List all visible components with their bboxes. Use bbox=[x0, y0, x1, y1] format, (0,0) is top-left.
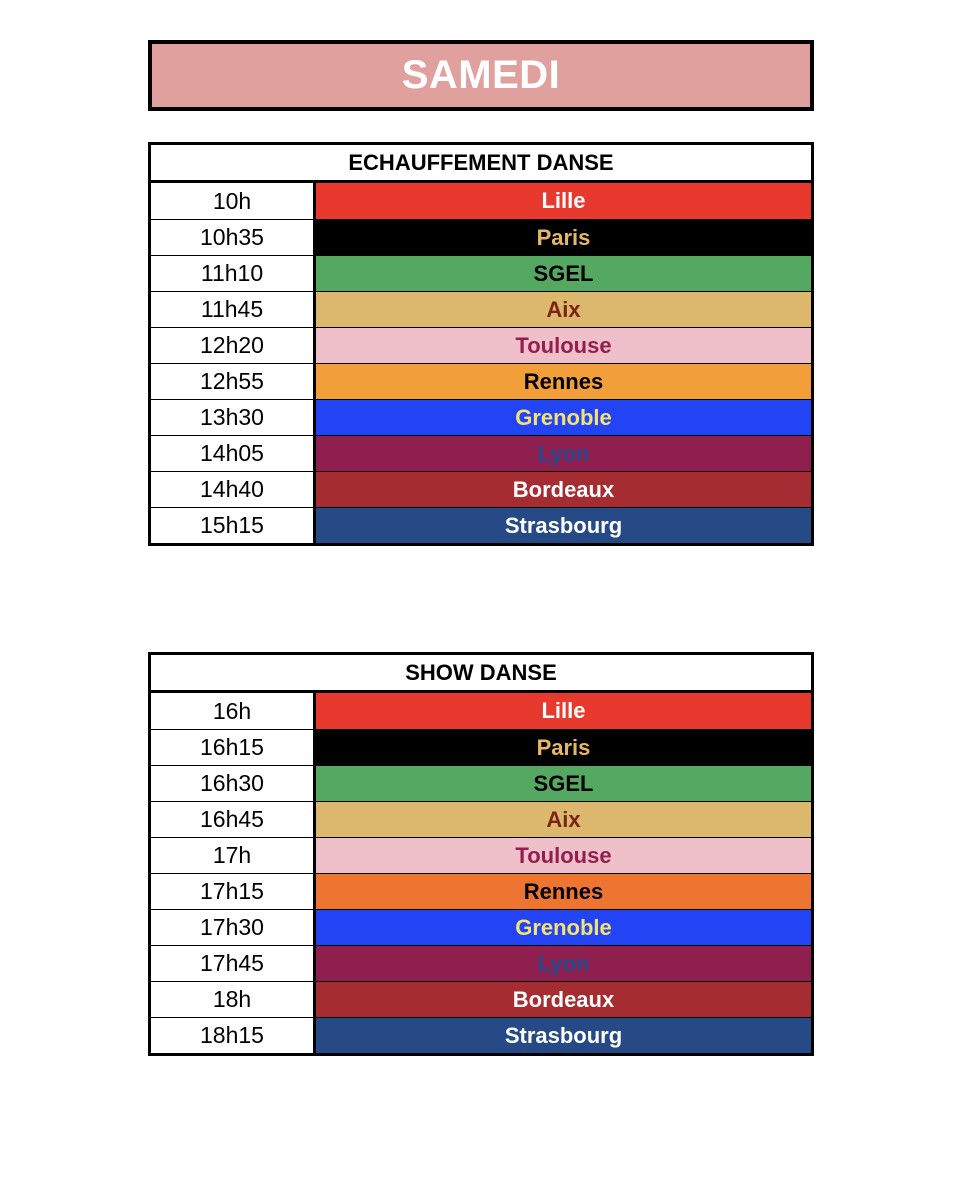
table-row bbox=[151, 909, 811, 945]
time-slot: 17h15 bbox=[151, 874, 316, 909]
warmup-table-header: ECHAUFFEMENT DANSE bbox=[151, 145, 811, 183]
team-city: Grenoble bbox=[316, 910, 811, 945]
team-city: Aix bbox=[316, 292, 811, 327]
time-slot: 16h45 bbox=[151, 802, 316, 837]
time-slot: 11h10 bbox=[151, 256, 316, 291]
table-row bbox=[151, 435, 811, 471]
table-row bbox=[151, 399, 811, 435]
time-slot: 13h30 bbox=[151, 400, 316, 435]
team-city: SGEL bbox=[316, 766, 811, 801]
team-city: Lille bbox=[316, 183, 811, 219]
table-row bbox=[151, 945, 811, 981]
team-city: Toulouse bbox=[316, 328, 811, 363]
time-slot: 18h bbox=[151, 982, 316, 1017]
time-slot: 17h45 bbox=[151, 946, 316, 981]
team-city: Aix bbox=[316, 802, 811, 837]
time-slot: 16h bbox=[151, 693, 316, 729]
table-row bbox=[151, 837, 811, 873]
time-slot: 17h bbox=[151, 838, 316, 873]
team-city: Bordeaux bbox=[316, 982, 811, 1017]
day-title: SAMEDI bbox=[401, 53, 561, 97]
time-slot: 12h55 bbox=[151, 364, 316, 399]
warmup-schedule-table bbox=[148, 142, 814, 546]
table-row bbox=[151, 363, 811, 399]
time-slot: 14h05 bbox=[151, 436, 316, 471]
team-city: Strasbourg bbox=[316, 508, 811, 543]
table-row bbox=[151, 765, 811, 801]
team-city: Rennes bbox=[316, 874, 811, 909]
time-slot: 16h15 bbox=[151, 730, 316, 765]
show-table-header: SHOW DANSE bbox=[151, 655, 811, 693]
table-row bbox=[151, 471, 811, 507]
time-slot: 14h40 bbox=[151, 472, 316, 507]
table-row bbox=[151, 873, 811, 909]
table-row bbox=[151, 255, 811, 291]
team-city: Rennes bbox=[316, 364, 811, 399]
team-city: Toulouse bbox=[316, 838, 811, 873]
time-slot: 15h15 bbox=[151, 508, 316, 543]
team-city: Paris bbox=[316, 220, 811, 255]
team-city: Grenoble bbox=[316, 400, 811, 435]
team-city: Lyon bbox=[316, 436, 811, 471]
table-row bbox=[151, 1017, 811, 1053]
warmup-table-rows bbox=[151, 183, 811, 543]
day-title-banner bbox=[148, 40, 814, 111]
time-slot: 11h45 bbox=[151, 292, 316, 327]
table-row bbox=[151, 291, 811, 327]
show-schedule-table bbox=[148, 652, 814, 1056]
team-city: Lyon bbox=[316, 946, 811, 981]
team-city: Paris bbox=[316, 730, 811, 765]
table-row bbox=[151, 693, 811, 729]
time-slot: 18h15 bbox=[151, 1018, 316, 1053]
table-row bbox=[151, 729, 811, 765]
table-row bbox=[151, 183, 811, 219]
table-row bbox=[151, 327, 811, 363]
table-row bbox=[151, 981, 811, 1017]
time-slot: 12h20 bbox=[151, 328, 316, 363]
time-slot: 17h30 bbox=[151, 910, 316, 945]
time-slot: 16h30 bbox=[151, 766, 316, 801]
show-table-rows bbox=[151, 693, 811, 1053]
table-row bbox=[151, 507, 811, 543]
team-city: SGEL bbox=[316, 256, 811, 291]
time-slot: 10h35 bbox=[151, 220, 316, 255]
team-city: Bordeaux bbox=[316, 472, 811, 507]
table-row bbox=[151, 801, 811, 837]
team-city: Lille bbox=[316, 693, 811, 729]
team-city: Strasbourg bbox=[316, 1018, 811, 1053]
time-slot: 10h bbox=[151, 183, 316, 219]
table-row bbox=[151, 219, 811, 255]
